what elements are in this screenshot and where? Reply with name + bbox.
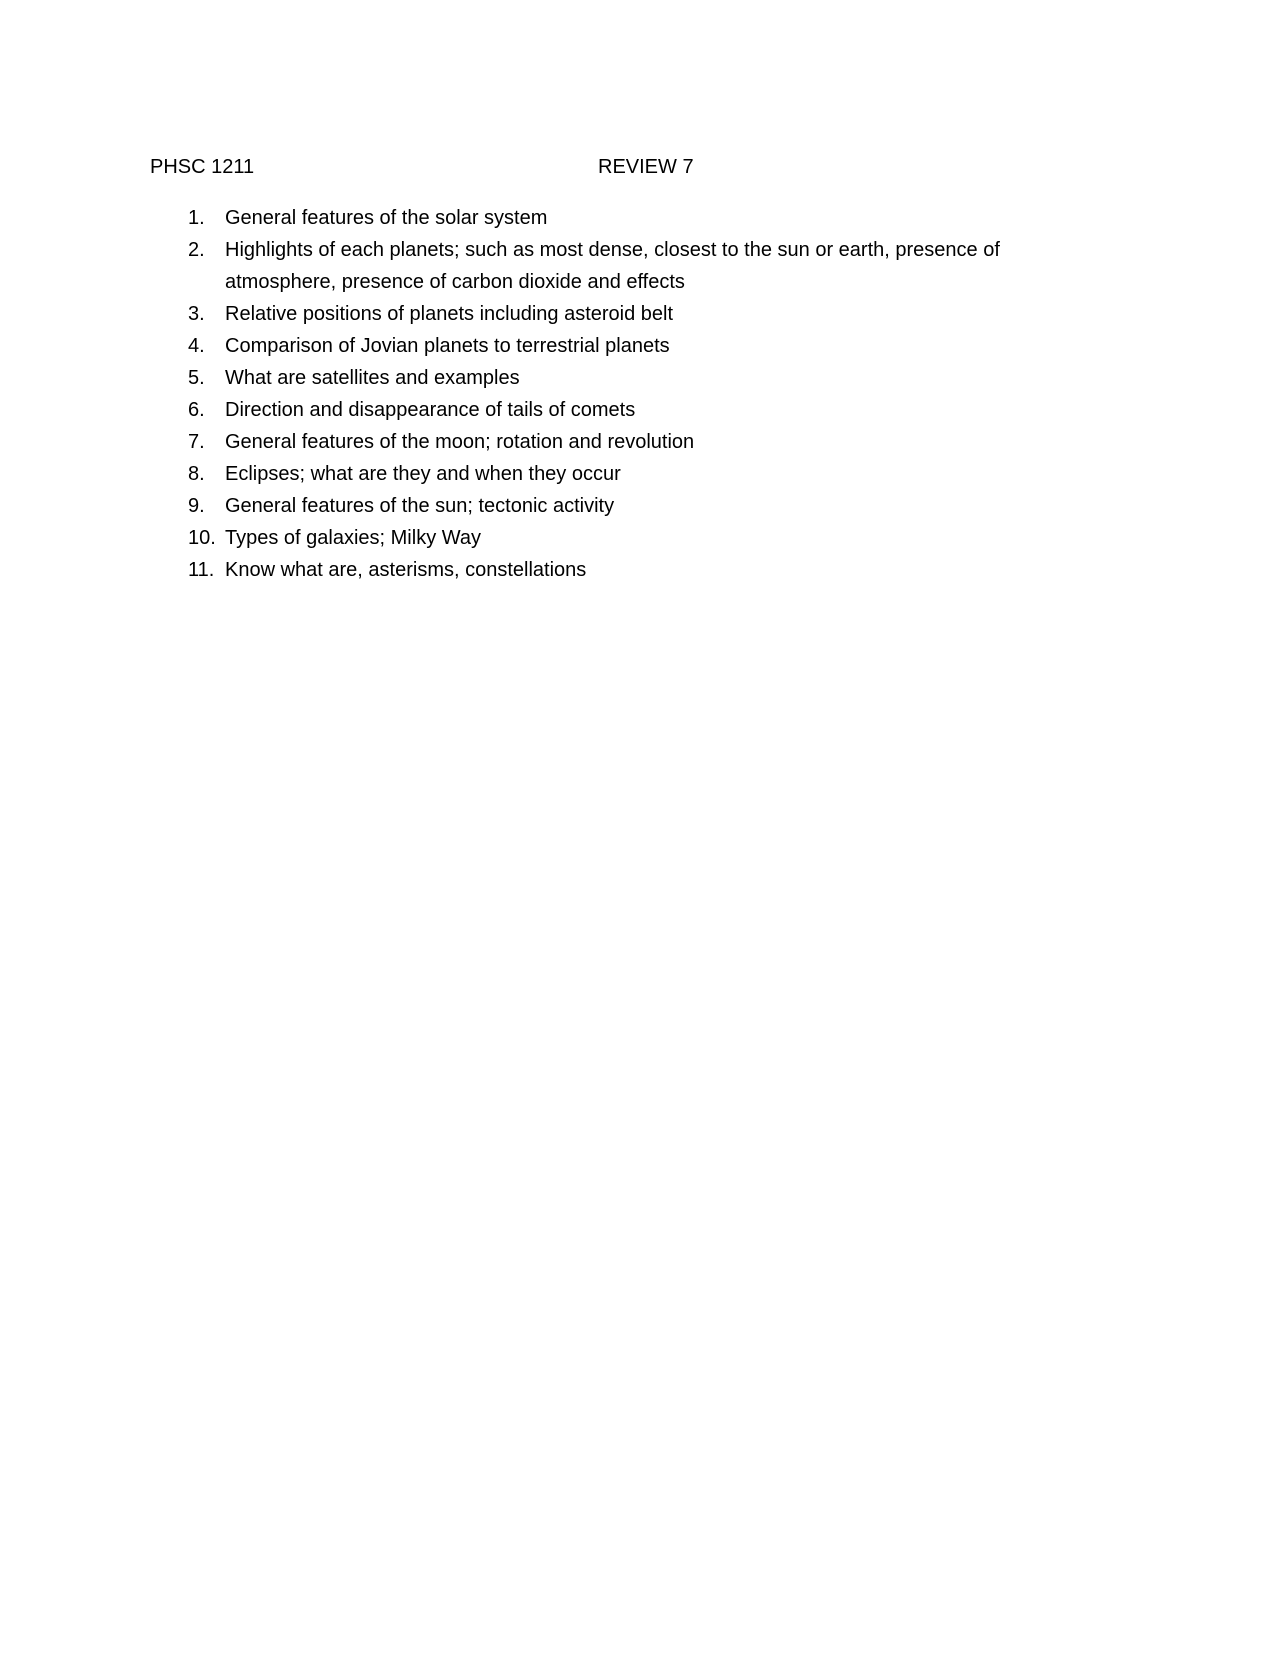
item-number: 3. [188, 303, 205, 325]
item-text: Direction and disappearance of tails of comets [225, 399, 636, 421]
item-number: 4. [188, 335, 205, 357]
item-text: General features of the solar system [225, 207, 548, 229]
review-item [150, 522, 1050, 554]
review-item [150, 234, 1050, 298]
review-item [150, 298, 1050, 330]
item-number: 1. [188, 207, 205, 229]
item-text: Types of galaxies; Milky Way [225, 527, 482, 549]
item-number: 8. [188, 463, 205, 485]
item-text: General features of the sun; tectonic activity [225, 495, 615, 517]
review-item [150, 202, 1050, 234]
review-item [150, 458, 1050, 490]
review-item [150, 490, 1050, 522]
review-item [150, 394, 1050, 426]
item-text: Comparison of Jovian planets to terrestrial planets [225, 335, 670, 357]
item-number: 10. [188, 527, 216, 549]
item-number: 2. [188, 239, 205, 261]
item-text: Highlights of each planets; such as most dense, closest to the sun or earth, presence of atmosphere, presence of carbon dioxide and effects [225, 239, 1000, 293]
review-title: REVIEW 7 [598, 156, 694, 178]
item-text: Relative positions of planets including asteroid belt [225, 303, 674, 325]
item-number: 9. [188, 495, 205, 517]
review-topics-list [150, 202, 1050, 586]
course-code: PHSC 1211 [150, 156, 255, 178]
item-text: What are satellites and examples [225, 367, 520, 389]
item-number: 6. [188, 399, 205, 421]
review-item [150, 426, 1050, 458]
item-number: 11. [188, 559, 215, 581]
document-header [150, 152, 1130, 182]
item-text: Know what are, asterisms, constellations [225, 559, 587, 581]
item-text: Eclipses; what are they and when they occur [225, 463, 621, 485]
item-number: 7. [188, 431, 205, 453]
item-number: 5. [188, 367, 205, 389]
review-item [150, 330, 1050, 362]
item-text: General features of the moon; rotation and revolution [225, 431, 695, 453]
review-item [150, 554, 1050, 586]
review-item [150, 362, 1050, 394]
